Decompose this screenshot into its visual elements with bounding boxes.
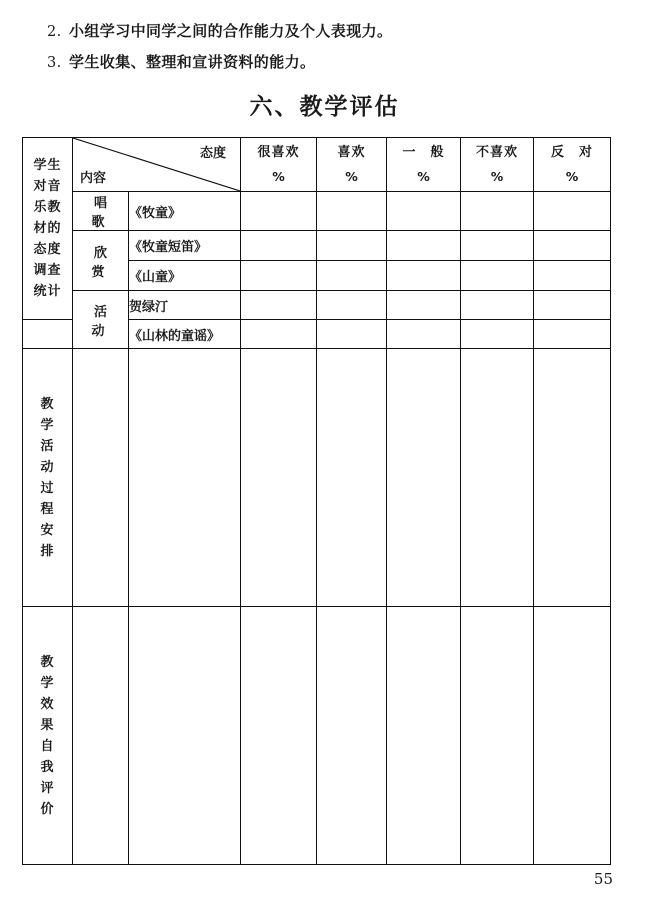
- table-row: [23, 192, 611, 231]
- process-section-vertical-label: [23, 349, 73, 607]
- list-item-text: 学生收集、整理和宣讲资料的能力。: [69, 53, 316, 71]
- vertical-label-line: 乐教: [33, 200, 62, 215]
- category-cell: 活 动: [73, 291, 129, 349]
- vertical-label-line: 统计: [33, 284, 62, 299]
- rating-blank-cell[interactable]: [317, 192, 387, 231]
- attitude-axis-label: 态度: [199, 146, 226, 161]
- process-blank-cell[interactable]: [317, 349, 387, 607]
- effect-blank-cell[interactable]: [534, 607, 611, 865]
- vertical-label-line: 安: [40, 522, 55, 538]
- vertical-label-line: 效: [40, 696, 55, 712]
- table-row: [23, 231, 611, 261]
- page-title: 六、教学评估: [249, 94, 400, 120]
- vertical-label-line: 活: [40, 438, 55, 454]
- rating-blank-cell[interactable]: [241, 261, 317, 291]
- item-cell: 贺绿汀: [129, 291, 241, 320]
- effect-section-vertical-label: [23, 607, 73, 865]
- rating-unit: %: [417, 168, 430, 184]
- table-row: [23, 607, 611, 865]
- vertical-label-line: 我: [40, 759, 55, 775]
- list-item-number: 3.: [47, 55, 62, 71]
- diagonal-header-cell: [73, 138, 241, 192]
- rating-blank-cell[interactable]: [387, 291, 461, 320]
- rating-column-header: [461, 138, 534, 192]
- item-cell: 《山林的童谣》: [129, 320, 241, 349]
- process-blank-cell[interactable]: [387, 349, 461, 607]
- rating-label: 一 般: [402, 144, 445, 160]
- intro-list: [47, 16, 607, 78]
- effect-blank-cell[interactable]: [317, 607, 387, 865]
- vertical-label-line: 教: [40, 654, 55, 670]
- rating-label: 不喜欢: [475, 144, 518, 160]
- rating-blank-cell[interactable]: [387, 231, 461, 261]
- rating-blank-cell[interactable]: [317, 231, 387, 261]
- rating-blank-cell[interactable]: [534, 291, 611, 320]
- vertical-label-line: 程: [40, 501, 55, 517]
- rating-blank-cell[interactable]: [534, 261, 611, 291]
- list-item-text: 小组学习中同学之间的合作能力及个人表现力。: [69, 22, 393, 40]
- rating-blank-cell[interactable]: [461, 231, 534, 261]
- vertical-label-line: 动: [40, 459, 55, 475]
- content-axis-label: 内容: [80, 171, 107, 186]
- list-item: [47, 47, 607, 78]
- vertical-label-line: 排: [40, 543, 55, 559]
- rating-blank-cell[interactable]: [241, 192, 317, 231]
- rating-blank-cell[interactable]: [317, 320, 387, 349]
- rating-blank-cell[interactable]: [241, 291, 317, 320]
- rating-blank-cell[interactable]: [317, 291, 387, 320]
- vertical-label-line: 过: [40, 480, 55, 496]
- survey-section-vertical-label: [23, 138, 73, 320]
- rating-column-header: [241, 138, 317, 192]
- rating-blank-cell[interactable]: [241, 231, 317, 261]
- list-item-number: 2.: [47, 24, 62, 40]
- rating-blank-cell[interactable]: [461, 320, 534, 349]
- vertical-label-line: 学: [40, 417, 55, 433]
- vertical-label-line: 态度: [33, 242, 62, 257]
- rating-blank-cell[interactable]: [534, 192, 611, 231]
- rating-unit: %: [272, 168, 285, 184]
- rating-label: 很喜欢: [257, 144, 300, 160]
- list-item: [47, 16, 607, 47]
- vertical-label-line: 学: [40, 675, 55, 691]
- rating-label: 喜欢: [337, 144, 366, 160]
- rating-blank-cell[interactable]: [461, 192, 534, 231]
- effect-blank-cell[interactable]: [129, 607, 241, 865]
- rating-blank-cell[interactable]: [387, 261, 461, 291]
- rating-blank-cell[interactable]: [387, 320, 461, 349]
- vertical-label-line: 自: [40, 738, 55, 754]
- evaluation-table: [22, 137, 611, 865]
- page-number: 55: [593, 870, 613, 888]
- vertical-label-line: 材的: [33, 221, 62, 236]
- item-cell: 《山童》: [129, 261, 241, 291]
- rating-blank-cell[interactable]: [387, 192, 461, 231]
- rating-unit: %: [490, 168, 504, 184]
- rating-blank-cell[interactable]: [534, 231, 611, 261]
- category-cell: 唱 歌: [73, 192, 129, 231]
- table-row: [23, 349, 611, 607]
- rating-blank-cell[interactable]: [461, 261, 534, 291]
- vertical-label-line: 教: [40, 396, 55, 412]
- rating-column-header: [317, 138, 387, 192]
- table-row: [23, 291, 611, 320]
- vertical-label-line: 果: [40, 717, 55, 733]
- process-blank-cell[interactable]: [534, 349, 611, 607]
- rating-column-header: [387, 138, 461, 192]
- vertical-label-line: 评: [40, 780, 55, 796]
- table-header-row: [23, 138, 611, 192]
- process-blank-cell[interactable]: [461, 349, 534, 607]
- rating-unit: %: [345, 168, 358, 184]
- process-blank-cell[interactable]: [241, 349, 317, 607]
- rating-column-header: [534, 138, 611, 192]
- process-blank-cell[interactable]: [73, 349, 129, 607]
- rating-blank-cell[interactable]: [534, 320, 611, 349]
- effect-blank-cell[interactable]: [387, 607, 461, 865]
- vertical-label-line: 价: [40, 801, 55, 817]
- rating-blank-cell[interactable]: [317, 261, 387, 291]
- item-cell: 《牧童》: [129, 192, 241, 231]
- category-cell: 欣 赏: [73, 231, 129, 291]
- rating-unit: %: [565, 168, 579, 184]
- rating-blank-cell[interactable]: [461, 291, 534, 320]
- vertical-label-line: 调查: [33, 263, 62, 278]
- rating-blank-cell[interactable]: [241, 320, 317, 349]
- effect-blank-cell[interactable]: [461, 607, 534, 865]
- rating-label: 反 对: [550, 144, 593, 160]
- effect-blank-cell[interactable]: [73, 607, 129, 865]
- evaluation-table-wrapper: [22, 137, 610, 858]
- process-blank-cell[interactable]: [129, 349, 241, 607]
- survey-section-vertical-label-continued: [23, 320, 73, 349]
- effect-blank-cell[interactable]: [241, 607, 317, 865]
- vertical-label-line: 对音: [33, 179, 62, 194]
- item-cell: 《牧童短笛》: [129, 231, 241, 261]
- vertical-label-line: 学生: [33, 158, 62, 173]
